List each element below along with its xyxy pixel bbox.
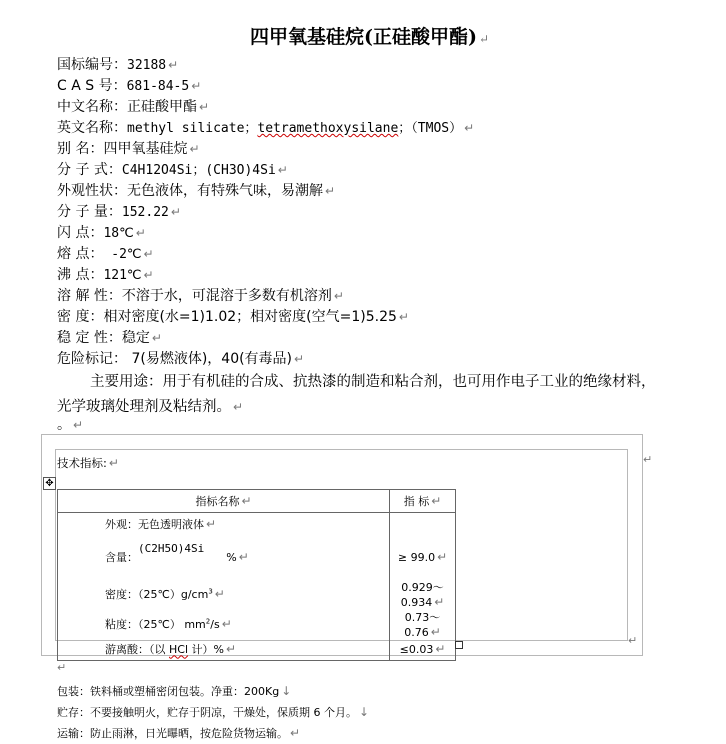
- paragraph-mark: ↵: [221, 616, 232, 631]
- prop-label: 闪 点：: [57, 225, 104, 241]
- prop-line: [57, 98, 209, 116]
- footer-text: 贮存：不要接触明火，贮存于阴凉，干燥处，保质期 6 个月。: [57, 706, 357, 719]
- spec-title-text: 技术指标:: [57, 456, 107, 470]
- paragraph-mark: ↵: [464, 121, 475, 135]
- prop-line: [57, 350, 304, 368]
- prop-value: 18℃: [103, 226, 134, 241]
- paragraph-mark: ↵: [225, 642, 237, 657]
- prop-value: C4H12O4Si；(CH3O)4Si: [121, 163, 276, 178]
- line-break-mark: ↓: [281, 684, 292, 698]
- move-glyph: ✥: [45, 478, 54, 489]
- cell-text: 0.73～0.76: [404, 610, 441, 639]
- paragraph-mark: ↵: [191, 79, 202, 93]
- prop-value: ；（TMOS）: [398, 121, 463, 136]
- prop-line: [57, 182, 335, 200]
- prop-label: 溶 解 性：: [57, 288, 122, 304]
- usage-text: 主要用途：用于有机硅的合成、抗热漆的制造和粘合剂，也可用作电子工业的绝缘材料，光学玻璃处理剂及粘结剂。: [57, 374, 656, 415]
- header-cell: [58, 490, 390, 513]
- prop-line: [57, 77, 201, 96]
- prop-label: 英文名称：: [57, 120, 127, 136]
- paragraph-mark: ↵: [290, 726, 301, 740]
- cell-text: 游离酸：（以: [105, 643, 169, 657]
- header-text: 指 标: [403, 495, 430, 508]
- paragraph-mark: ↵: [333, 289, 344, 303]
- cell-text-spellcheck: HCl: [169, 643, 189, 657]
- cell-text: 0.929～0.934: [400, 580, 444, 609]
- stray-text: 。: [57, 417, 71, 433]
- cell-text: 含量：: [105, 550, 138, 564]
- stray-line: [57, 416, 83, 434]
- paragraph-mark: ↵: [143, 268, 154, 282]
- cell-text: ≥ 99.0: [397, 550, 436, 564]
- spec-title: [57, 455, 119, 471]
- paragraph-mark: ↵: [57, 661, 67, 674]
- prop-label: 国标编号：: [57, 57, 127, 73]
- table-row: [58, 609, 456, 639]
- paragraph-mark: ↵: [434, 594, 445, 609]
- prop-value: 稳定: [121, 330, 150, 346]
- prop-line: [57, 161, 288, 180]
- paragraph-mark: ↵: [168, 58, 179, 72]
- prop-value-spellcheck: tetramethoxysilane: [257, 121, 399, 136]
- prop-value: 32188: [127, 58, 167, 73]
- paragraph-mark: ↵: [73, 418, 84, 432]
- prop-line: [57, 119, 474, 138]
- paragraph-mark: ↵: [435, 642, 446, 657]
- table-cell: [390, 579, 456, 609]
- paragraph-mark: ↵: [437, 549, 448, 564]
- paragraph-mark: ↵: [430, 624, 441, 639]
- superscript: 3: [208, 586, 213, 595]
- prop-line: [57, 224, 146, 243]
- footer-transport: [57, 725, 300, 741]
- prop-value: 不溶于水，可混溶于多数有机溶剂: [121, 288, 332, 304]
- table-cell: [390, 639, 456, 661]
- cell-text: 粘度：（25℃） mm: [105, 617, 206, 631]
- footer-text: 包装：铁料桶或塑桶密闭包装。净重：200Kg: [57, 685, 280, 698]
- prop-value: methyl silicate；: [127, 121, 258, 136]
- table-resize-handle[interactable]: [455, 641, 463, 649]
- prop-label: 熔 点：: [57, 246, 104, 262]
- superscript: 2: [205, 616, 211, 625]
- paragraph-mark: ↵: [431, 494, 442, 508]
- paragraph-mark: ↵: [151, 331, 162, 345]
- paragraph-mark: ↵: [294, 352, 305, 366]
- prop-value: 7(易燃液体)，40(有毒品): [127, 351, 293, 367]
- prop-label: 沸 点：: [57, 267, 104, 283]
- formula-text: (C2H5O)4Si: [138, 541, 205, 555]
- title-text: 四甲氧基硅烷(正硅酸甲酯): [250, 26, 477, 48]
- prop-value: -2℃: [103, 247, 142, 262]
- prop-line: [57, 203, 181, 222]
- footer-storage: [57, 704, 369, 720]
- table-row: [58, 579, 456, 609]
- prop-line: [57, 329, 162, 347]
- prop-line: [57, 308, 409, 326]
- header-cell: [390, 490, 456, 513]
- table-cell: [58, 513, 390, 535]
- table-move-icon[interactable]: [43, 477, 56, 490]
- table-row: [58, 535, 456, 579]
- paragraph-mark: ↵: [108, 456, 119, 470]
- prop-label: 危险标记：: [57, 351, 127, 367]
- prop-label: C A S 号：: [57, 78, 127, 94]
- cell-text: 密度：（25℃）g/cm: [105, 587, 209, 601]
- paragraph-mark: ↵: [398, 310, 409, 324]
- table-cell: [390, 535, 456, 579]
- paragraph-mark: ↵: [241, 494, 252, 508]
- table-cell: [390, 609, 456, 639]
- prop-line: [57, 140, 200, 158]
- cell-text: ≤0.03: [399, 643, 434, 657]
- paragraph-mark: ↵: [277, 163, 288, 177]
- cell-text: /s: [210, 617, 220, 631]
- footer-packing: [57, 683, 291, 699]
- paragraph-mark: ↵: [170, 205, 181, 219]
- cell-text: 计）%: [188, 643, 224, 657]
- line-break-mark: ↓: [359, 705, 370, 719]
- paragraph-mark: ↵: [135, 226, 146, 240]
- prop-label: 中文名称：: [57, 99, 127, 115]
- prop-label: 分 子 式：: [57, 162, 122, 178]
- table-cell: [390, 513, 456, 535]
- header-text: 指标名称: [195, 495, 240, 508]
- prop-value: 正硅酸甲酯: [127, 99, 197, 115]
- paragraph-mark: ↵: [199, 100, 210, 114]
- paragraph-mark: ↵: [214, 586, 225, 601]
- table-cell: [58, 639, 390, 661]
- prop-value: 四甲氧基硅烷: [103, 141, 188, 157]
- prop-value: 681-84-5: [126, 79, 190, 94]
- paragraph-mark: ↵: [643, 453, 653, 466]
- footer-text: 运输：防止雨淋，日光曝晒，按危险货物运输。: [57, 727, 288, 740]
- prop-label: 分 子 量：: [57, 204, 122, 220]
- unit-text: %: [226, 550, 237, 564]
- spec-table: [57, 489, 456, 661]
- paragraph-mark: ↵: [189, 142, 200, 156]
- prop-line: [57, 245, 154, 264]
- table-cell: [58, 579, 390, 609]
- prop-line: [57, 287, 344, 305]
- paragraph-mark: ↵: [233, 400, 244, 414]
- prop-value: 相对密度(水=1)1.02；相对密度(空气=1)5.25: [103, 309, 397, 325]
- prop-value: 121℃: [103, 268, 142, 283]
- table-row: [58, 513, 456, 535]
- prop-line: [57, 266, 154, 285]
- cell-text: 外观：无色透明液体: [105, 517, 204, 531]
- prop-label: 别 名：: [57, 141, 104, 157]
- prop-value: 152.22: [121, 205, 169, 220]
- prop-label: 稳 定 性：: [57, 330, 122, 346]
- table-header-row: [58, 490, 456, 513]
- table-cell: [58, 535, 390, 579]
- paragraph-mark: ↵: [206, 516, 217, 531]
- table-row: [58, 639, 456, 661]
- prop-label: 外观性状：: [57, 183, 127, 199]
- prop-label: 密 度：: [57, 309, 104, 325]
- paragraph-mark: ↵: [628, 634, 638, 647]
- paragraph-mark: ↵: [325, 184, 336, 198]
- paragraph-mark: ↵: [478, 32, 490, 46]
- paragraph-mark: ↵: [143, 247, 154, 261]
- table-cell: [58, 609, 390, 639]
- prop-value: 无色液体，有特殊气味，易潮解: [127, 183, 323, 199]
- paragraph-mark: ↵: [238, 549, 249, 564]
- prop-line: [57, 56, 178, 75]
- document-title: [250, 22, 489, 49]
- usage-paragraph: [57, 370, 667, 420]
